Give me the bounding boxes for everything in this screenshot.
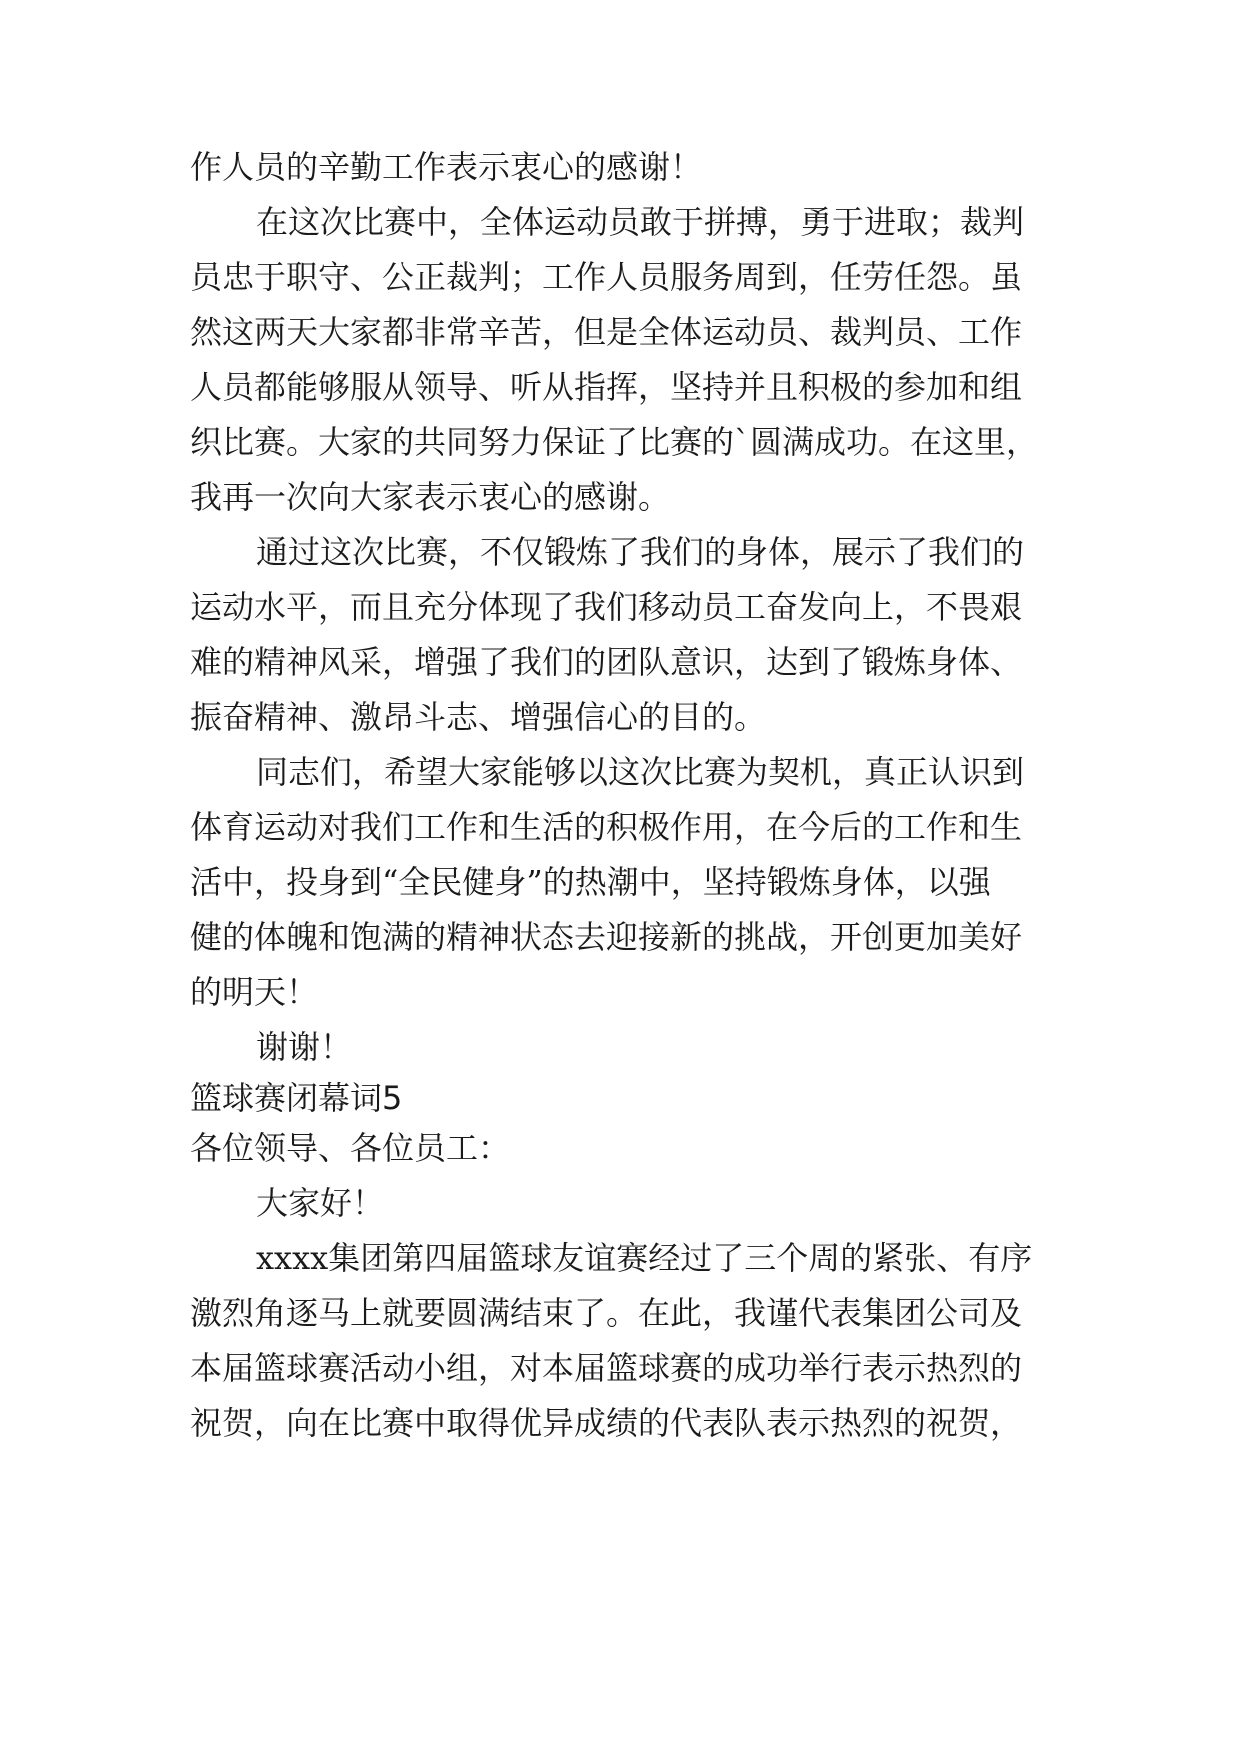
text-line: 织比赛。大家的共同努力保证了比赛的`圆满成功。在这里，	[190, 423, 1039, 461]
greeting: 大家好！	[256, 1184, 385, 1222]
text-line: 我再一次向大家表示衷心的感谢。	[190, 478, 671, 516]
text-line: 在这次比赛中，全体运动员敢于拼搏，勇于进取；裁判	[256, 203, 1025, 241]
text-line: 健的体魄和饱满的精神状态去迎接新的挑战，开创更加美好	[190, 918, 1023, 956]
text-line: 祝贺，向在比赛中取得优异成绩的代表队表示热烈的祝贺，	[190, 1404, 1023, 1442]
text-line: 难的精神风采，增强了我们的团队意识，达到了锻炼身体、	[190, 643, 1023, 681]
text-line: 激烈角逐马上就要圆满结束了。在此，我谨代表集团公司及	[190, 1294, 1023, 1332]
text-line: 的明天！	[190, 973, 319, 1011]
text-line: 本届篮球赛活动小组，对本届篮球赛的成功举行表示热烈的	[190, 1349, 1023, 1387]
text-line: 振奋精神、激昂斗志、增强信心的目的。	[190, 698, 767, 736]
text-line: 作人员的辛勤工作表示衷心的感谢！	[190, 148, 703, 186]
text-line: 员忠于职守、公正裁判；工作人员服务周到，任劳任怨。虽	[190, 258, 1023, 296]
salutation: 各位领导、各位员工：	[190, 1129, 511, 1167]
text-line: 谢谢！	[256, 1028, 353, 1066]
text-line: 体育运动对我们工作和生活的积极作用，在今后的工作和生	[190, 808, 1023, 846]
text-line: 同志们，希望大家能够以这次比赛为契机，真正认识到	[256, 753, 1025, 791]
text-line: xxxx集团第四届篮球友谊赛经过了三个周的紧张、有序	[256, 1239, 1033, 1277]
section-heading: 篮球赛闭幕词5	[190, 1079, 403, 1117]
text-line: 活中，投身到“全民健身”的热潮中，坚持锻炼身体，以强	[190, 863, 991, 901]
text-line: 运动水平，而且充分体现了我们移动员工奋发向上，不畏艰	[190, 588, 1023, 626]
text-line: 通过这次比赛，不仅锻炼了我们的身体，展示了我们的	[256, 533, 1025, 571]
text-line: 人员都能够服从领导、听从指挥，坚持并且积极的参加和组	[190, 368, 1023, 406]
text-line: 然这两天大家都非常辛苦，但是全体运动员、裁判员、工作	[190, 313, 1023, 351]
